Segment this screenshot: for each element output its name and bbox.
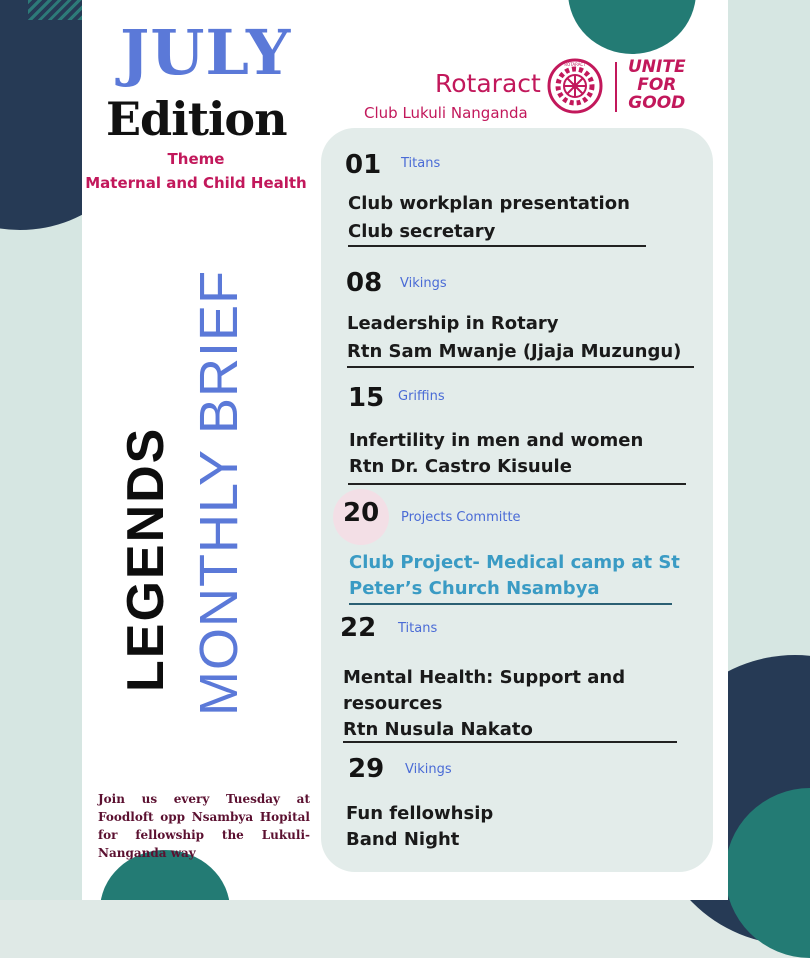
club-name: Club Lukuli Nanganda [364,104,528,122]
event-line: Leadership in Rotary [347,313,559,334]
event-day: 01 [345,150,382,180]
event-day: 29 [348,754,385,784]
event-line: Peter’s Church Nsambya [349,578,600,599]
motto-line: FOR [637,75,677,95]
event-day: 08 [346,268,383,298]
theme-label: Theme [167,150,225,168]
event-group: Vikings [405,762,452,777]
motto [628,58,686,112]
event-group: Vikings [400,276,447,291]
event-group: Projects Committe [401,510,521,525]
event-day: 22 [340,613,377,643]
event-divider [348,483,686,485]
brand-name: Rotaract [435,69,541,98]
event-day: 15 [348,383,385,413]
edition-title: Edition [106,92,287,146]
event-line: resources [343,693,443,714]
event-line: Club workplan presentation [348,193,630,214]
event-line: Rtn Sam Mwanje (Jjaja Muzungu) [347,341,682,362]
legends-title: LEGENDS [117,426,175,692]
event-line: Band Night [346,829,460,850]
theme-value: Maternal and Child Health [85,174,307,192]
event-line: Rtn Dr. Castro Kisuule [349,456,572,477]
rotary-wheel-icon [547,58,603,114]
event-line: Club Project- Medical camp at St [349,552,680,573]
event-group: Titans [401,156,441,171]
event-line: Fun fellowhsip [346,803,494,824]
teal-circle-top [568,0,696,54]
stripe-pattern [28,0,82,20]
brand-divider [615,62,617,112]
event-group: Griffins [398,389,445,404]
event-line: Mental Health: Support and [343,667,626,688]
logo-ring-text: ROTARACT [564,62,586,67]
event-group: Titans [398,621,438,636]
event-line: Club secretary [348,221,496,242]
motto-line: UNITE [628,57,686,77]
motto-line: GOOD [628,93,686,113]
event-day: 20 [343,498,380,528]
event-line: Infertility in men and women [349,430,644,451]
event-line: Rtn Nusula Nakato [343,719,533,740]
month-title: JULY [120,16,292,89]
event-divider [348,245,646,247]
monthly-brief-title: MONTHLY BRIEF [189,269,249,716]
event-divider [347,366,694,368]
fellowship-note: Join us every Tuesday at Foodloft opp Nsambya Hopital for fellowship the Lukuli-Nanganda way [98,792,310,860]
event-divider [343,741,677,743]
event-divider [349,603,672,605]
